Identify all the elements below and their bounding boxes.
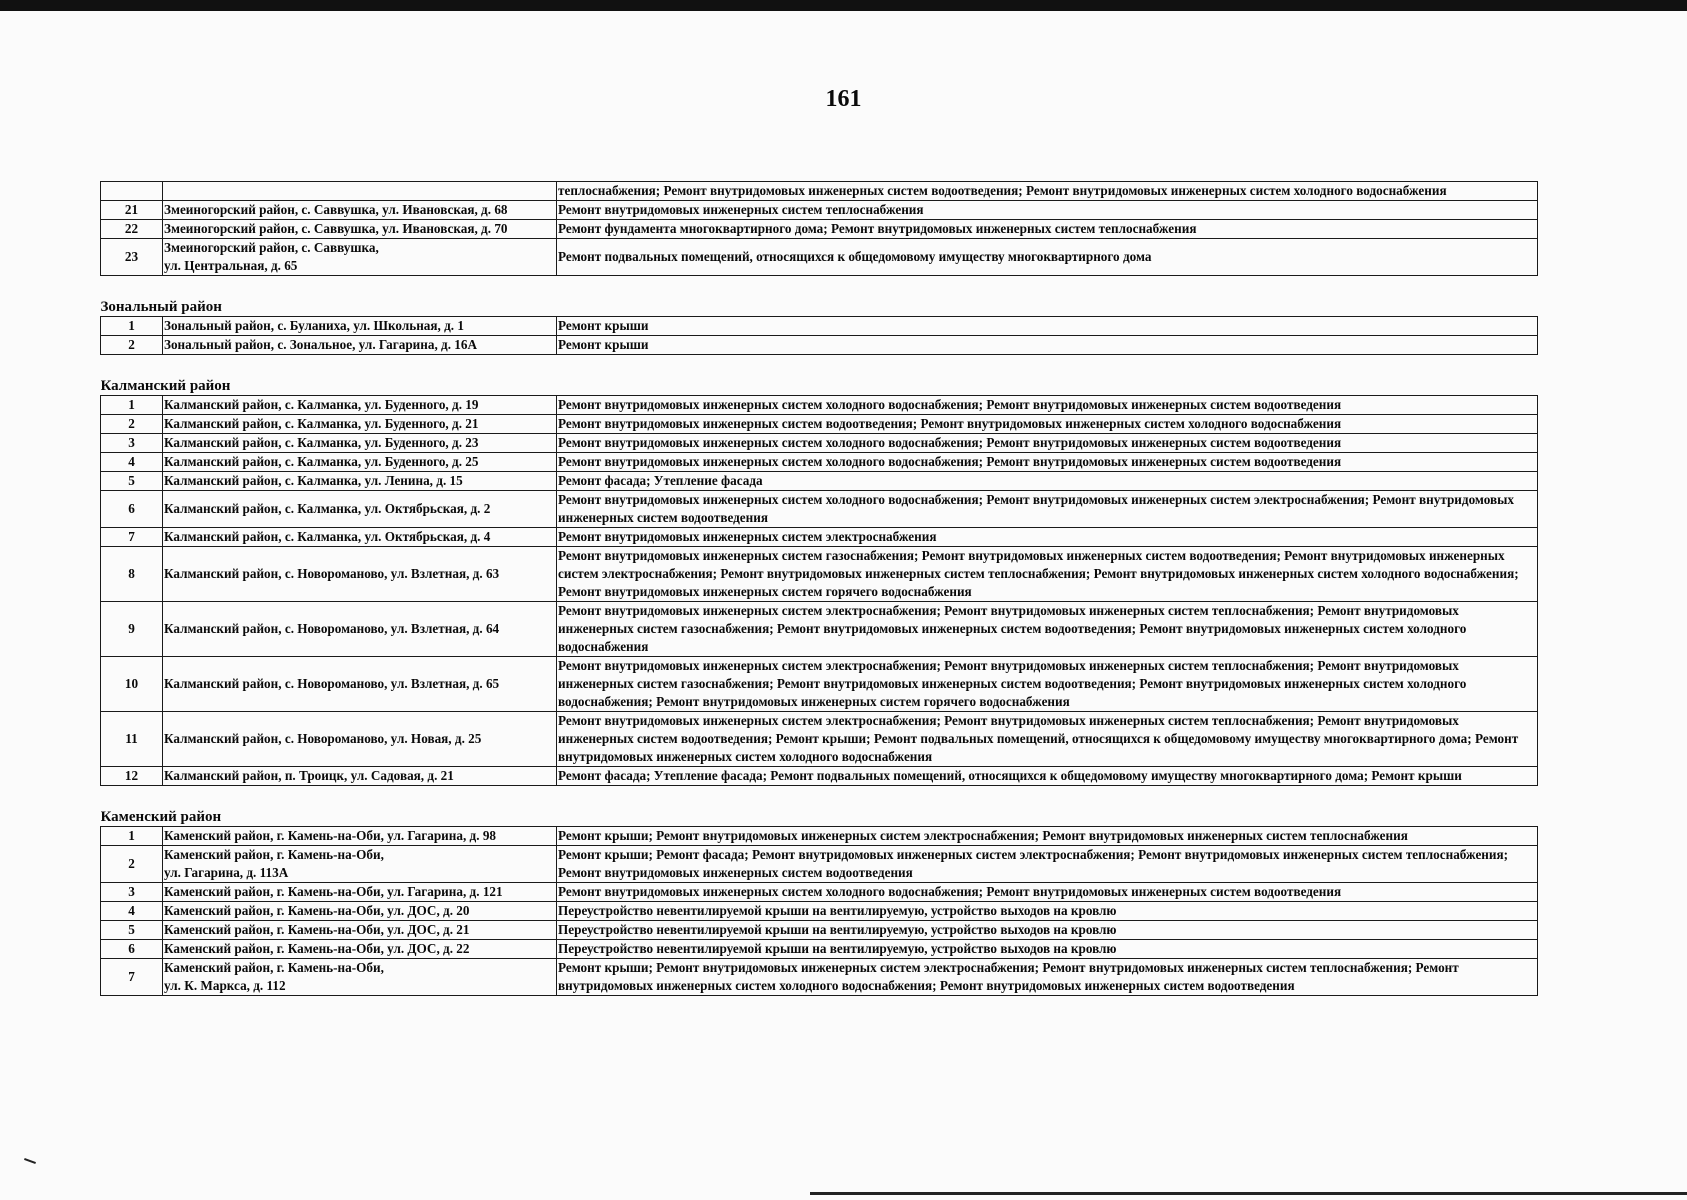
row-number: 6 [101,940,163,959]
district-name: Зональный район [101,276,1538,317]
row-number: 3 [101,883,163,902]
row-number: 12 [101,767,163,786]
row-works: Ремонт фасада; Утепление фасада [557,472,1538,491]
row-works: Ремонт внутридомовых инженерных систем холодного водоснабжения; Ремонт внутридомовых инженерных систем электроснабжения; Ремонт внутридомовых инженерных систем водоотведения [557,491,1538,528]
row-number: 11 [101,712,163,767]
row-number: 9 [101,602,163,657]
row-works: теплоснабжения; Ремонт внутридомовых инженерных систем водоотведения; Ремонт внутридомовых инженерных систем холодного водоснабжения [557,182,1538,201]
row-works: Ремонт крыши [557,336,1538,355]
row-address: Змеиногорский район, с. Саввушка, ул. Ивановская, д. 70 [163,220,557,239]
row-address: Каменский район, г. Камень-на-Оби, ул. ДОС, д. 21 [163,921,557,940]
table-body [101,182,1538,996]
table-row [101,883,1538,902]
row-number: 5 [101,472,163,491]
district-name: Калманский район [101,355,1538,396]
row-address: Калманский район, с. Новороманово, ул. Взлетная, д. 63 [163,547,557,602]
row-works: Переустройство невентилируемой крыши на вентилируемую, устройство выходов на кровлю [557,940,1538,959]
repair-program-table [100,181,1537,996]
row-address: Калманский район, с. Калманка, ул. Буденного, д. 23 [163,434,557,453]
district-header-row [101,355,1538,396]
row-address: Калманский район, с. Калманка, ул. Буденного, д. 19 [163,396,557,415]
row-works: Ремонт крыши [557,317,1538,336]
row-works: Ремонт фасада; Утепление фасада; Ремонт подвальных помещений, относящихся к общедомовому имуществу многоквартирного дома; Ремонт крыши [557,767,1538,786]
district-header-row [101,786,1538,827]
table-row [101,712,1538,767]
row-works: Ремонт крыши; Ремонт внутридомовых инженерных систем электроснабжения; Ремонт внутридомовых инженерных систем теплоснабжения [557,827,1538,846]
row-address [163,182,557,201]
row-address: Змеиногорский район, с. Саввушка, ул. Центральная, д. 65 [163,239,557,276]
table-row [101,453,1538,472]
table-row [101,220,1538,239]
table-row [101,201,1538,220]
row-number: 7 [101,959,163,996]
row-number: 6 [101,491,163,528]
row-address: Калманский район, с. Калманка, ул. Октябрьская, д. 2 [163,491,557,528]
table-row [101,415,1538,434]
row-works: Ремонт внутридомовых инженерных систем холодного водоснабжения; Ремонт внутридомовых инженерных систем водоотведения [557,396,1538,415]
scan-mark [24,1158,36,1164]
table-row [101,239,1538,276]
row-address: Калманский район, п. Троицк, ул. Садовая, д. 21 [163,767,557,786]
table-row [101,472,1538,491]
table-row [101,317,1538,336]
row-works: Ремонт внутридомовых инженерных систем водоотведения; Ремонт внутридомовых инженерных систем холодного водоснабжения [557,415,1538,434]
table-row [101,940,1538,959]
table-row [101,547,1538,602]
page-number: 161 [825,86,862,112]
row-address: Каменский район, г. Камень-на-Оби, ул. К. Маркса, д. 112 [163,959,557,996]
row-works: Ремонт внутридомовых инженерных систем газоснабжения; Ремонт внутридомовых инженерных систем водоотведения; Ремонт внутридомовых инженерных систем электроснабжения; Ремонт внутридомовых инженерных систем теплоснабжения; Ремонт внутридомовых инженерных систем холодного водоснабжения; Ремонт внутридомовых инженерных систем горячего водоснабжения [557,547,1538,602]
row-works: Ремонт крыши; Ремонт фасада; Ремонт внутридомовых инженерных систем электроснабжения; Ремонт внутридомовых инженерных систем теплоснабжения; Ремонт внутридомовых инженерных систем водоотведения [557,846,1538,883]
row-works: Ремонт внутридомовых инженерных систем электроснабжения; Ремонт внутридомовых инженерных систем теплоснабжения; Ремонт внутридомовых инженерных систем газоснабжения; Ремонт внутридомовых инженерных систем водоотведения; Ремонт внутридомовых инженерных систем холодного водоснабжения [557,602,1538,657]
row-address: Калманский район, с. Калманка, ул. Буденного, д. 25 [163,453,557,472]
row-address: Калманский район, с. Новороманово, ул. Взлетная, д. 65 [163,657,557,712]
row-number: 2 [101,846,163,883]
row-number: 21 [101,201,163,220]
row-works: Ремонт внутридомовых инженерных систем холодного водоснабжения; Ремонт внутридомовых инженерных систем водоотведения [557,434,1538,453]
row-number: 4 [101,902,163,921]
row-number: 4 [101,453,163,472]
table-row [101,959,1538,996]
table-row [101,602,1538,657]
row-address: Каменский район, г. Камень-на-Оби, ул. Гагарина, д. 98 [163,827,557,846]
row-address: Каменский район, г. Камень-на-Оби, ул. Гагарина, д. 121 [163,883,557,902]
row-address: Калманский район, с. Калманка, ул. Октябрьская, д. 4 [163,528,557,547]
row-address: Змеиногорский район, с. Саввушка, ул. Ивановская, д. 68 [163,201,557,220]
row-works: Ремонт внутридомовых инженерных систем электроснабжения; Ремонт внутридомовых инженерных систем теплоснабжения; Ремонт внутридомовых инженерных систем газоснабжения; Ремонт внутридомовых инженерных систем водоотведения; Ремонт внутридомовых инженерных систем холодного водоснабжения; Ремонт внутридомовых инженерных систем горячего водоснабжения [557,657,1538,712]
row-works: Ремонт внутридомовых инженерных систем теплоснабжения [557,201,1538,220]
row-works: Ремонт внутридомовых инженерных систем холодного водоснабжения; Ремонт внутридомовых инженерных систем водоотведения [557,453,1538,472]
row-address: Калманский район, с. Новороманово, ул. Новая, д. 25 [163,712,557,767]
district-header-row [101,276,1538,317]
row-works: Ремонт подвальных помещений, относящихся к общедомовому имуществу многоквартирного дома [557,239,1538,276]
row-address: Калманский район, с. Калманка, ул. Ленина, д. 15 [163,472,557,491]
table-row [101,846,1538,883]
row-number: 5 [101,921,163,940]
row-number: 7 [101,528,163,547]
row-number: 1 [101,396,163,415]
table-row [101,182,1538,201]
row-works: Ремонт крыши; Ремонт внутридомовых инженерных систем электроснабжения; Ремонт внутридомовых инженерных систем теплоснабжения; Ремонт внутридомовых инженерных систем холодного водоснабжения; Ремонт внутридомовых инженерных систем водоотведения [557,959,1538,996]
row-works: Переустройство невентилируемой крыши на вентилируемую, устройство выходов на кровлю [557,902,1538,921]
table-row [101,336,1538,355]
row-number: 23 [101,239,163,276]
row-number: 1 [101,827,163,846]
table-row [101,396,1538,415]
table-row [101,921,1538,940]
table-row [101,827,1538,846]
row-number: 10 [101,657,163,712]
district-name: Каменский район [101,786,1538,827]
row-works: Ремонт внутридомовых инженерных систем электроснабжения [557,528,1538,547]
row-address: Каменский район, г. Камень-на-Оби, ул. ДОС, д. 22 [163,940,557,959]
table-row [101,528,1538,547]
row-number: 3 [101,434,163,453]
row-address: Каменский район, г. Камень-на-Оби, ул. ДОС, д. 20 [163,902,557,921]
scan-top-border [0,0,1687,11]
row-works: Переустройство невентилируемой крыши на вентилируемую, устройство выходов на кровлю [557,921,1538,940]
row-address: Калманский район, с. Калманка, ул. Буденного, д. 21 [163,415,557,434]
row-number: 22 [101,220,163,239]
table-row [101,657,1538,712]
scan-bottom-border [810,1192,1687,1195]
row-number: 2 [101,415,163,434]
row-works: Ремонт внутридомовых инженерных систем электроснабжения; Ремонт внутридомовых инженерных систем теплоснабжения; Ремонт внутридомовых инженерных систем водоотведения; Ремонт крыши; Ремонт подвальных помещений, относящихся к общедомовому имуществу многоквартирного дома; Ремонт внутридомовых инженерных систем холодного водоснабжения [557,712,1538,767]
row-number: 8 [101,547,163,602]
row-number: 2 [101,336,163,355]
row-number: 1 [101,317,163,336]
row-number [101,182,163,201]
row-address: Зональный район, с. Буланиха, ул. Школьная, д. 1 [163,317,557,336]
table-row [101,434,1538,453]
table-row [101,491,1538,528]
table-row [101,902,1538,921]
row-works: Ремонт внутридомовых инженерных систем холодного водоснабжения; Ремонт внутридомовых инженерных систем водоотведения [557,883,1538,902]
row-address: Каменский район, г. Камень-на-Оби, ул. Гагарина, д. 113А [163,846,557,883]
table-row [101,767,1538,786]
row-address: Зональный район, с. Зональное, ул. Гагарина, д. 16А [163,336,557,355]
row-works: Ремонт фундамента многоквартирного дома; Ремонт внутридомовых инженерных систем теплоснабжения [557,220,1538,239]
row-address: Калманский район, с. Новороманово, ул. Взлетная, д. 64 [163,602,557,657]
